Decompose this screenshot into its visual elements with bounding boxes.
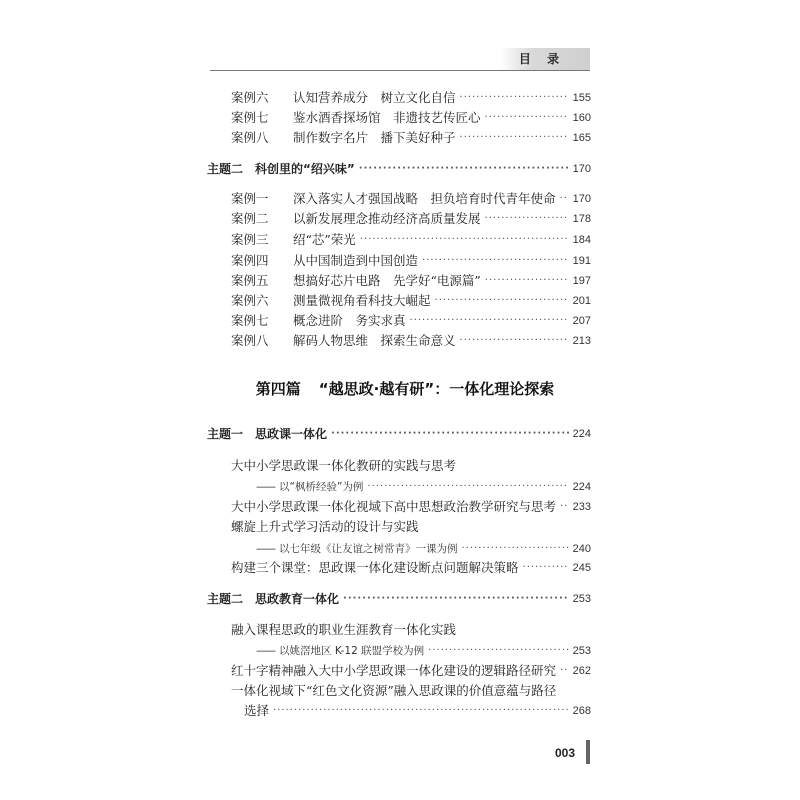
dot-leader	[485, 271, 569, 291]
page-ref: 197	[572, 275, 591, 287]
topic-title: 科创里的“绍兴味”	[255, 162, 355, 176]
dot-leader	[428, 641, 569, 661]
dot-leader	[367, 477, 568, 497]
toc-entry[interactable]	[231, 128, 591, 148]
page-number: 003	[555, 746, 576, 760]
case-label: 案例七	[231, 110, 269, 125]
toc-entry-subtitle[interactable]	[256, 641, 591, 661]
header-title: 目 录	[518, 52, 566, 66]
dot-leader	[410, 311, 569, 331]
toc-entry-title[interactable]	[231, 681, 591, 701]
toc-topic[interactable]	[207, 159, 591, 179]
page-ref: 224	[572, 481, 591, 493]
toc-entry[interactable]	[231, 311, 591, 331]
page-ref: 245	[572, 562, 591, 574]
toc-entry[interactable]	[231, 558, 591, 578]
case-label: 案例八	[231, 333, 269, 348]
toc-entry[interactable]	[231, 271, 591, 291]
toc-entry-title[interactable]	[231, 620, 591, 640]
toc-entry[interactable]	[231, 661, 591, 681]
page-ref: 253	[572, 645, 591, 657]
dot-leader	[460, 88, 569, 108]
case-title: 绍“芯”荣光	[293, 232, 356, 247]
toc-entry[interactable]	[231, 251, 591, 271]
entry-subtitle: 以姚滘地区 K-12 联盟学校为例	[279, 645, 425, 657]
page-ref: 170	[572, 163, 591, 175]
page-ref: 213	[572, 335, 591, 347]
toc-topic[interactable]	[207, 589, 591, 609]
entry-title: 螺旋上升式学习活动的设计与实践	[231, 519, 419, 534]
toc-entry-subtitle[interactable]	[256, 539, 591, 559]
case-title: 解码人物思维 探索生命意义	[293, 333, 456, 348]
dot-leader	[560, 497, 569, 517]
dot-leader	[523, 558, 569, 578]
entry-subtitle: 以“枫桥经验”为例	[279, 481, 364, 493]
page-number-bar	[586, 740, 590, 764]
page-ref: 253	[572, 593, 591, 605]
case-title: 概念进阶 务实求真	[293, 313, 406, 328]
header-rule	[210, 70, 590, 71]
dot-leader	[460, 331, 569, 351]
page-ref: 178	[572, 213, 591, 225]
dot-leader	[359, 159, 569, 179]
dot-leader	[422, 251, 569, 271]
dot-leader	[485, 209, 569, 229]
toc-entry[interactable]	[231, 108, 591, 128]
toc-entry[interactable]	[231, 88, 591, 108]
case-label: 案例一	[231, 191, 269, 206]
case-title: 制作数字名片 播下美好种子	[293, 130, 456, 145]
topic-label: 主题一	[207, 427, 244, 441]
dot-leader	[331, 424, 569, 444]
toc-entry[interactable]	[231, 230, 591, 250]
dot-leader	[273, 701, 569, 721]
page-ref: 240	[572, 543, 591, 555]
toc-entry[interactable]	[231, 331, 591, 351]
entry-title: 大中小学思政课一体化教研的实践与思考	[231, 458, 457, 473]
entry-title: 大中小学思政课一体化视域下高中思想政治教学研究与思考	[231, 499, 557, 514]
section-label: 第四篇	[255, 380, 301, 398]
toc-entry-subtitle[interactable]	[256, 477, 591, 497]
page-ref: 233	[572, 501, 591, 513]
page-ref: 201	[572, 295, 591, 307]
toc-entry-title[interactable]	[231, 456, 591, 476]
case-title: 深入落实人才强国战略 担负培育时代青年使命	[293, 191, 556, 206]
toc-topic[interactable]	[207, 424, 591, 444]
page-ref: 170	[572, 193, 591, 205]
entry-title: 红十字精神融入大中小学思政课一体化建设的逻辑路径研究	[231, 663, 557, 678]
toc-entry[interactable]	[231, 189, 591, 209]
case-title: 测量微视角看科技大崛起	[293, 293, 431, 308]
em-dash: ——	[256, 481, 275, 493]
page-ref: 207	[572, 315, 591, 327]
toc-entry[interactable]	[231, 497, 591, 517]
topic-label: 主题二	[207, 592, 244, 606]
case-title: 鉴水酒香探场馆 非遗技艺传匠心	[293, 110, 481, 125]
toc-entry[interactable]	[231, 209, 591, 229]
case-title: 从中国制造到中国创造	[293, 253, 419, 268]
section-title-text: “越思政·越有研”：一体化理论探索	[318, 380, 555, 398]
topic-title: 思政课一体化	[255, 427, 328, 441]
em-dash: ——	[256, 543, 275, 555]
dot-leader	[462, 539, 569, 559]
case-label: 案例七	[231, 313, 269, 328]
dot-leader	[460, 128, 569, 148]
section-heading	[220, 378, 590, 399]
case-label: 案例三	[231, 232, 269, 247]
page-ref: 191	[572, 255, 591, 267]
page-ref: 262	[572, 665, 591, 677]
case-title: 想搞好芯片电路 先学好“电源篇”	[293, 273, 481, 288]
em-dash: ——	[256, 645, 275, 657]
page-ref: 160	[572, 112, 591, 124]
case-label: 案例四	[231, 253, 269, 268]
page-ref: 165	[572, 132, 591, 144]
case-title: 认知营养成分 树立文化自信	[293, 90, 456, 105]
dot-leader	[435, 291, 569, 311]
entry-title: 一体化视域下“红色文化资源”融入思政课的价值意蕴与路径	[231, 683, 557, 698]
entry-subtitle: 以七年级《让友谊之树常青》一课为例	[279, 543, 458, 555]
toc-entry-continuation[interactable]	[244, 701, 591, 721]
case-label: 案例六	[231, 90, 269, 105]
dot-leader	[343, 589, 569, 609]
topic-label: 主题二	[207, 162, 244, 176]
toc-entry-title[interactable]	[231, 517, 591, 537]
dot-leader	[560, 189, 569, 209]
toc-entry[interactable]	[231, 291, 591, 311]
topic-title: 思政教育一体化	[255, 592, 340, 606]
case-label: 案例六	[231, 293, 269, 308]
dot-leader	[360, 230, 569, 250]
page-ref: 268	[572, 705, 591, 717]
case-label: 案例八	[231, 130, 269, 145]
entry-title: 构建三个课堂：思政课一体化建设断点问题解决策略	[231, 560, 519, 575]
page-ref: 224	[572, 428, 591, 440]
case-title: 以新发展理念推动经济高质量发展	[293, 211, 481, 226]
dot-leader	[485, 108, 569, 128]
page-ref: 155	[572, 92, 591, 104]
case-label: 案例二	[231, 211, 269, 226]
entry-title-continued: 选择	[244, 703, 270, 718]
dot-leader	[560, 661, 569, 681]
page-ref: 184	[572, 234, 591, 246]
case-label: 案例五	[231, 273, 269, 288]
entry-title: 融入课程思政的职业生涯教育一体化实践	[231, 622, 457, 637]
